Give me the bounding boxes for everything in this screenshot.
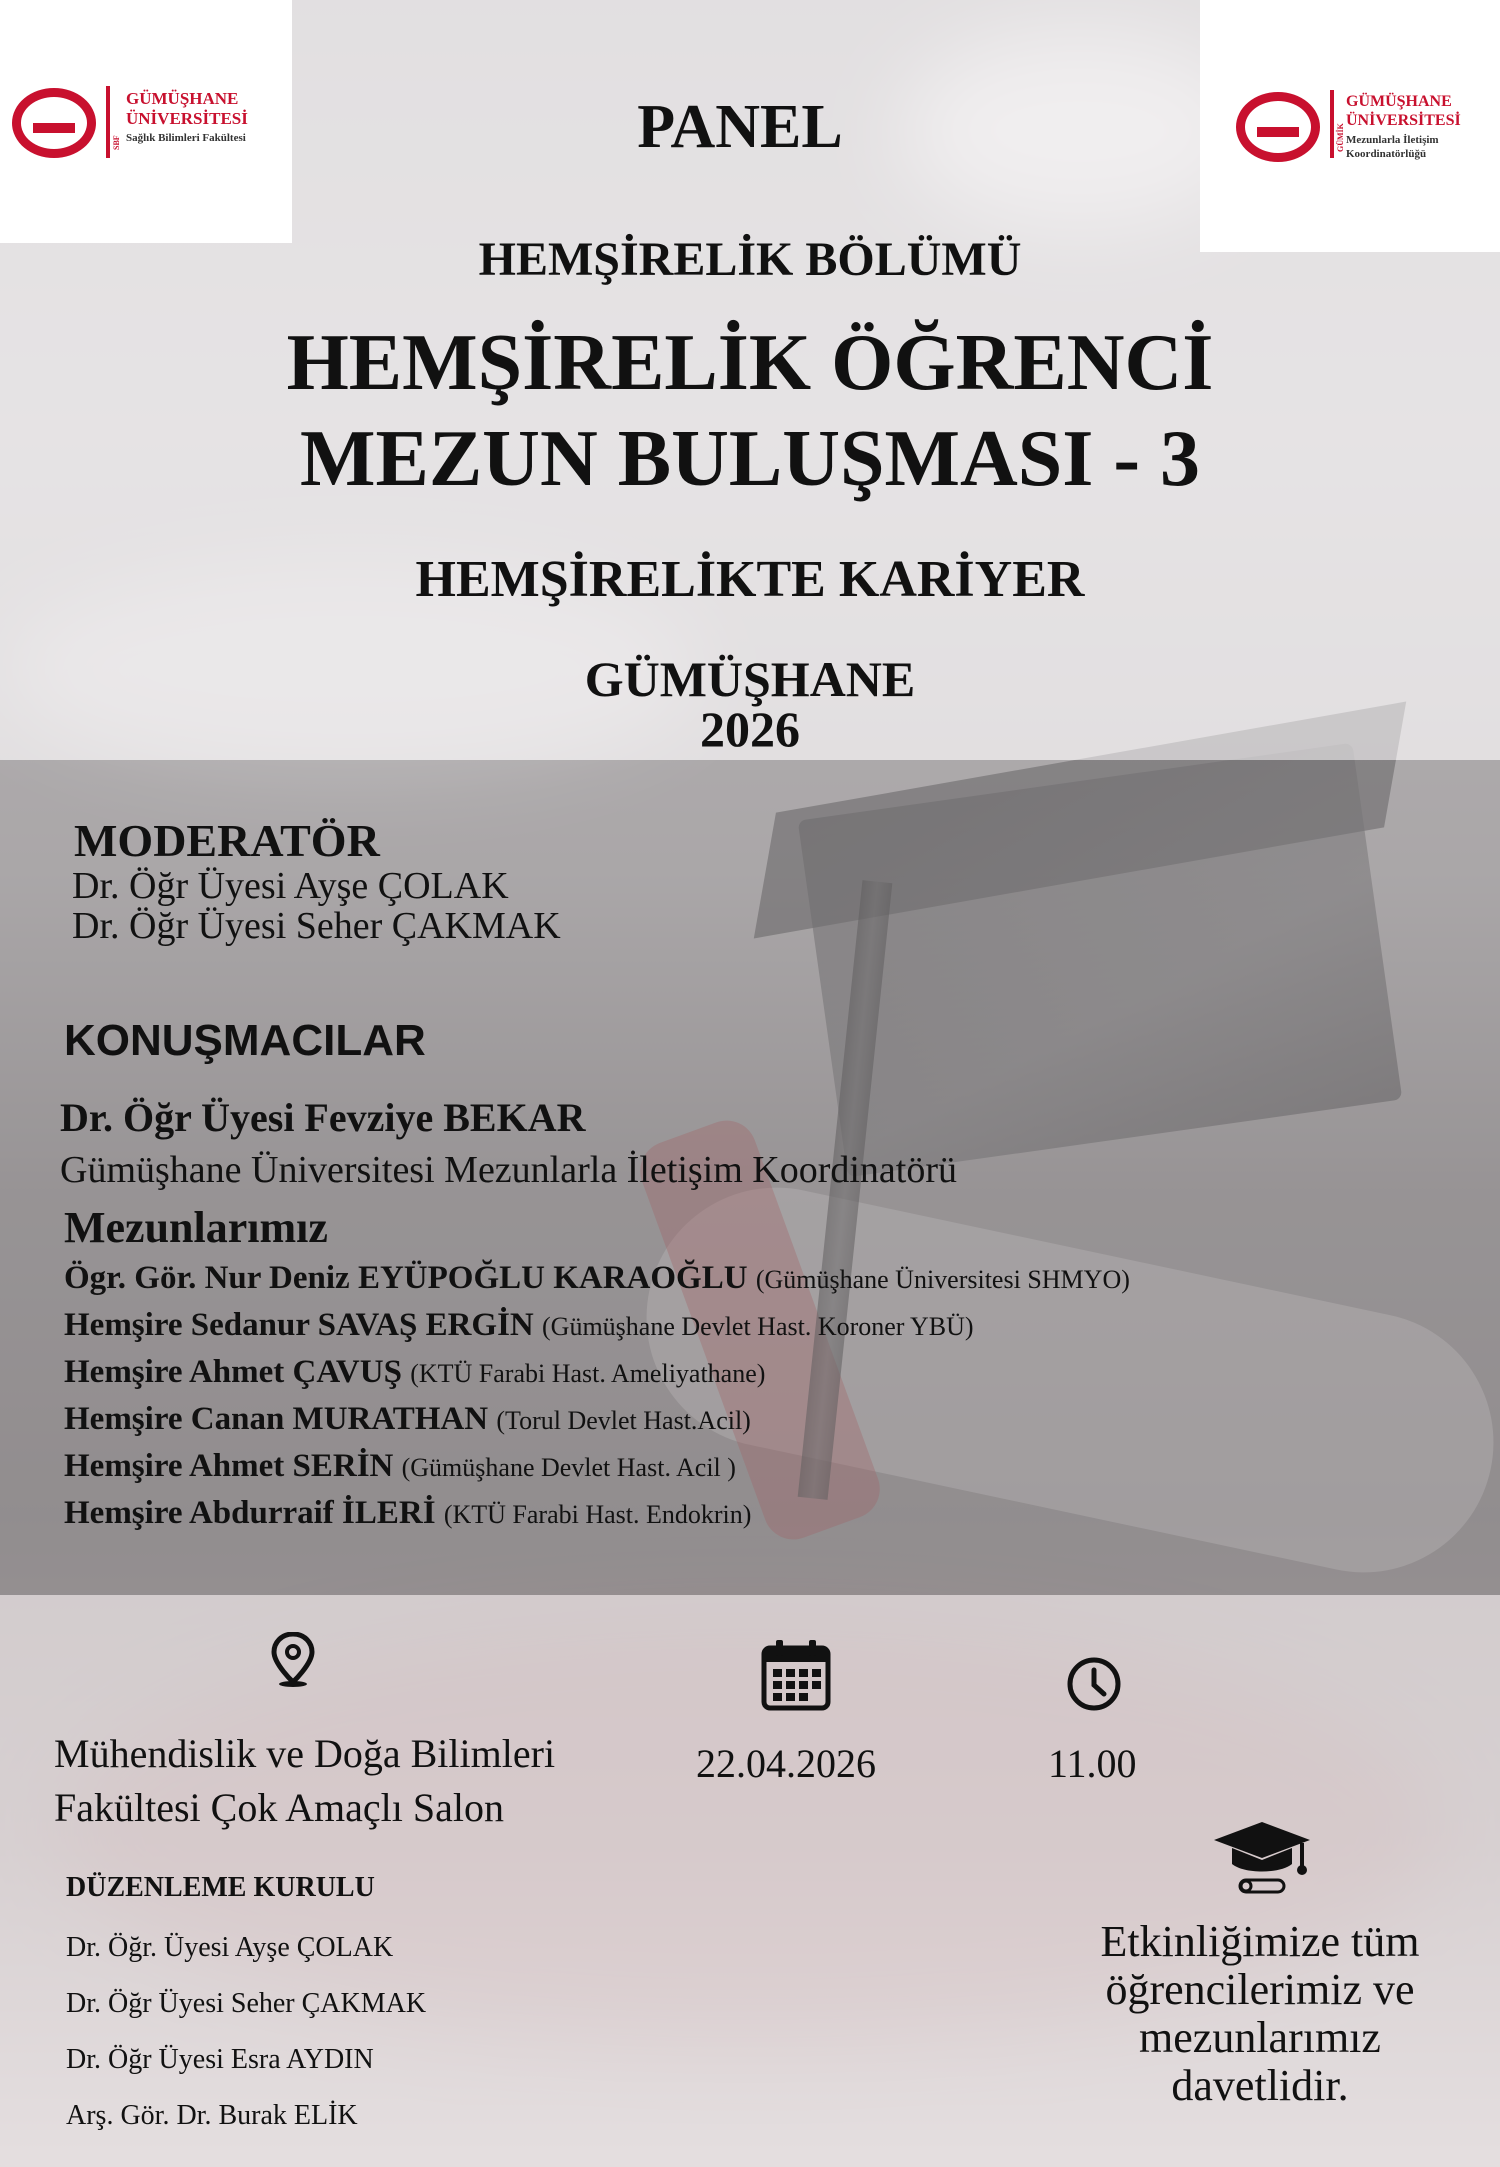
logo-subtitle: Sağlık Bilimleri Fakültesi	[126, 132, 246, 144]
alumni-row	[64, 1495, 751, 1532]
clock-icon	[1066, 1656, 1122, 1712]
alumni-detail: (Gümüşhane Üniversitesi SHMYO)	[755, 1265, 1130, 1294]
logo-name-line1: GÜMÜŞHANE	[126, 89, 239, 108]
main-speaker-name: Dr. Öğr Üyesi Fevziye BEKAR	[60, 1095, 586, 1140]
map-pin-icon	[270, 1632, 316, 1688]
committee-member: Arş. Gör. Dr. Burak ELİK	[66, 2100, 358, 2131]
event-city: GÜMÜŞHANE	[584, 651, 916, 707]
alumni-row	[64, 1354, 765, 1391]
logo-subtitle-line2: Koordinatörlüğü	[1346, 148, 1427, 160]
alumni-name: Hemşire Ahmet ÇAVUŞ	[64, 1354, 402, 1390]
logo-name-line2: ÜNİVERSİTESİ	[1346, 112, 1461, 129]
alumni-detail: (Torul Devlet Hast.Acil)	[496, 1406, 751, 1435]
invitation-line: mezunlarımız	[1139, 2013, 1381, 2062]
event-title-line2: MEZUN BULUŞMASI - 3	[299, 415, 1201, 503]
main-speaker-role: Gümüşhane Üniversitesi Mezunlarla İletişim Koordinatörü	[60, 1149, 958, 1191]
speakers-heading: KONUŞMACILAR	[64, 1016, 426, 1065]
location-line1: Mühendislik ve Doğa Bilimleri	[54, 1731, 556, 1776]
alumni-detail: (Gümüşhane Devlet Hast. Acil )	[401, 1453, 736, 1482]
invitation-line: Etkinliğimize tüm	[1100, 1917, 1420, 1966]
alumni-row	[64, 1448, 736, 1485]
committee-heading: DÜZENLEME KURULU	[66, 1872, 375, 1903]
alumni-row	[64, 1401, 751, 1438]
alumni-name: Hemşire Ahmet SERİN	[64, 1448, 394, 1484]
moderator-heading: MODERATÖR	[74, 815, 380, 866]
invitation-line: öğrencilerimiz ve	[1105, 1965, 1415, 2014]
logo-vertical-text: GÜMİK	[1336, 123, 1345, 152]
committee-member: Dr. Öğr. Üyesi Ayşe ÇOLAK	[66, 1932, 394, 1963]
graduation-cap-icon	[1210, 1818, 1314, 1898]
committee-member: Dr. Öğr Üyesi Esra AYDIN	[66, 2044, 374, 2075]
alumni-heading: Mezunlarımız	[64, 1203, 328, 1252]
alumni-name: Hemşire Canan MURATHAN	[64, 1401, 489, 1437]
moderator-name: Dr. Öğr Üyesi Seher ÇAKMAK	[72, 905, 561, 947]
logo-name-line2: ÜNİVERSİTESİ	[126, 109, 248, 128]
logo-subtitle-line1: Mezunlarla İletişim	[1346, 134, 1439, 146]
alumni-name: Hemşire Abdurraif İLERİ	[64, 1495, 436, 1531]
event-date: 22.04.2026	[696, 1741, 876, 1786]
alumni-detail: (Gümüşhane Devlet Hast. Koroner YBÜ)	[542, 1312, 974, 1341]
alumni-detail: (KTÜ Farabi Hast. Ameliyathane)	[410, 1359, 766, 1388]
location-line2: Fakültesi Çok Amaçlı Salon	[54, 1785, 504, 1830]
alumni-name: Hemşire Sedanur SAVAŞ ERGİN	[64, 1307, 534, 1343]
alumni-detail: (KTÜ Farabi Hast. Endokrin)	[443, 1500, 752, 1529]
alumni-row	[64, 1307, 974, 1344]
event-time: 11.00	[1048, 1741, 1137, 1786]
logo-vertical-text: SBF	[112, 135, 121, 150]
department-title: HEMŞİRELİK BÖLÜMÜ	[478, 233, 1022, 286]
alumni-name: Ögr. Gör. Nur Deniz EYÜPOĞLU KARAOĞLU	[64, 1260, 748, 1296]
committee-member: Dr. Öğr Üyesi Seher ÇAKMAK	[66, 1988, 427, 2019]
event-topic: HEMŞİRELİKTE KARİYER	[415, 551, 1085, 608]
calendar-icon	[760, 1638, 832, 1712]
invitation-line: davetlidir.	[1171, 2061, 1349, 2110]
moderator-name: Dr. Öğr Üyesi Ayşe ÇOLAK	[72, 865, 509, 907]
event-year: 2026	[700, 701, 800, 757]
panel-label: PANEL	[637, 93, 843, 161]
alumni-row	[64, 1260, 1130, 1297]
logo-name-line1: GÜMÜŞHANE	[1346, 93, 1452, 110]
event-title-line1: HEMŞİRELİK ÖĞRENCİ	[286, 319, 1214, 407]
